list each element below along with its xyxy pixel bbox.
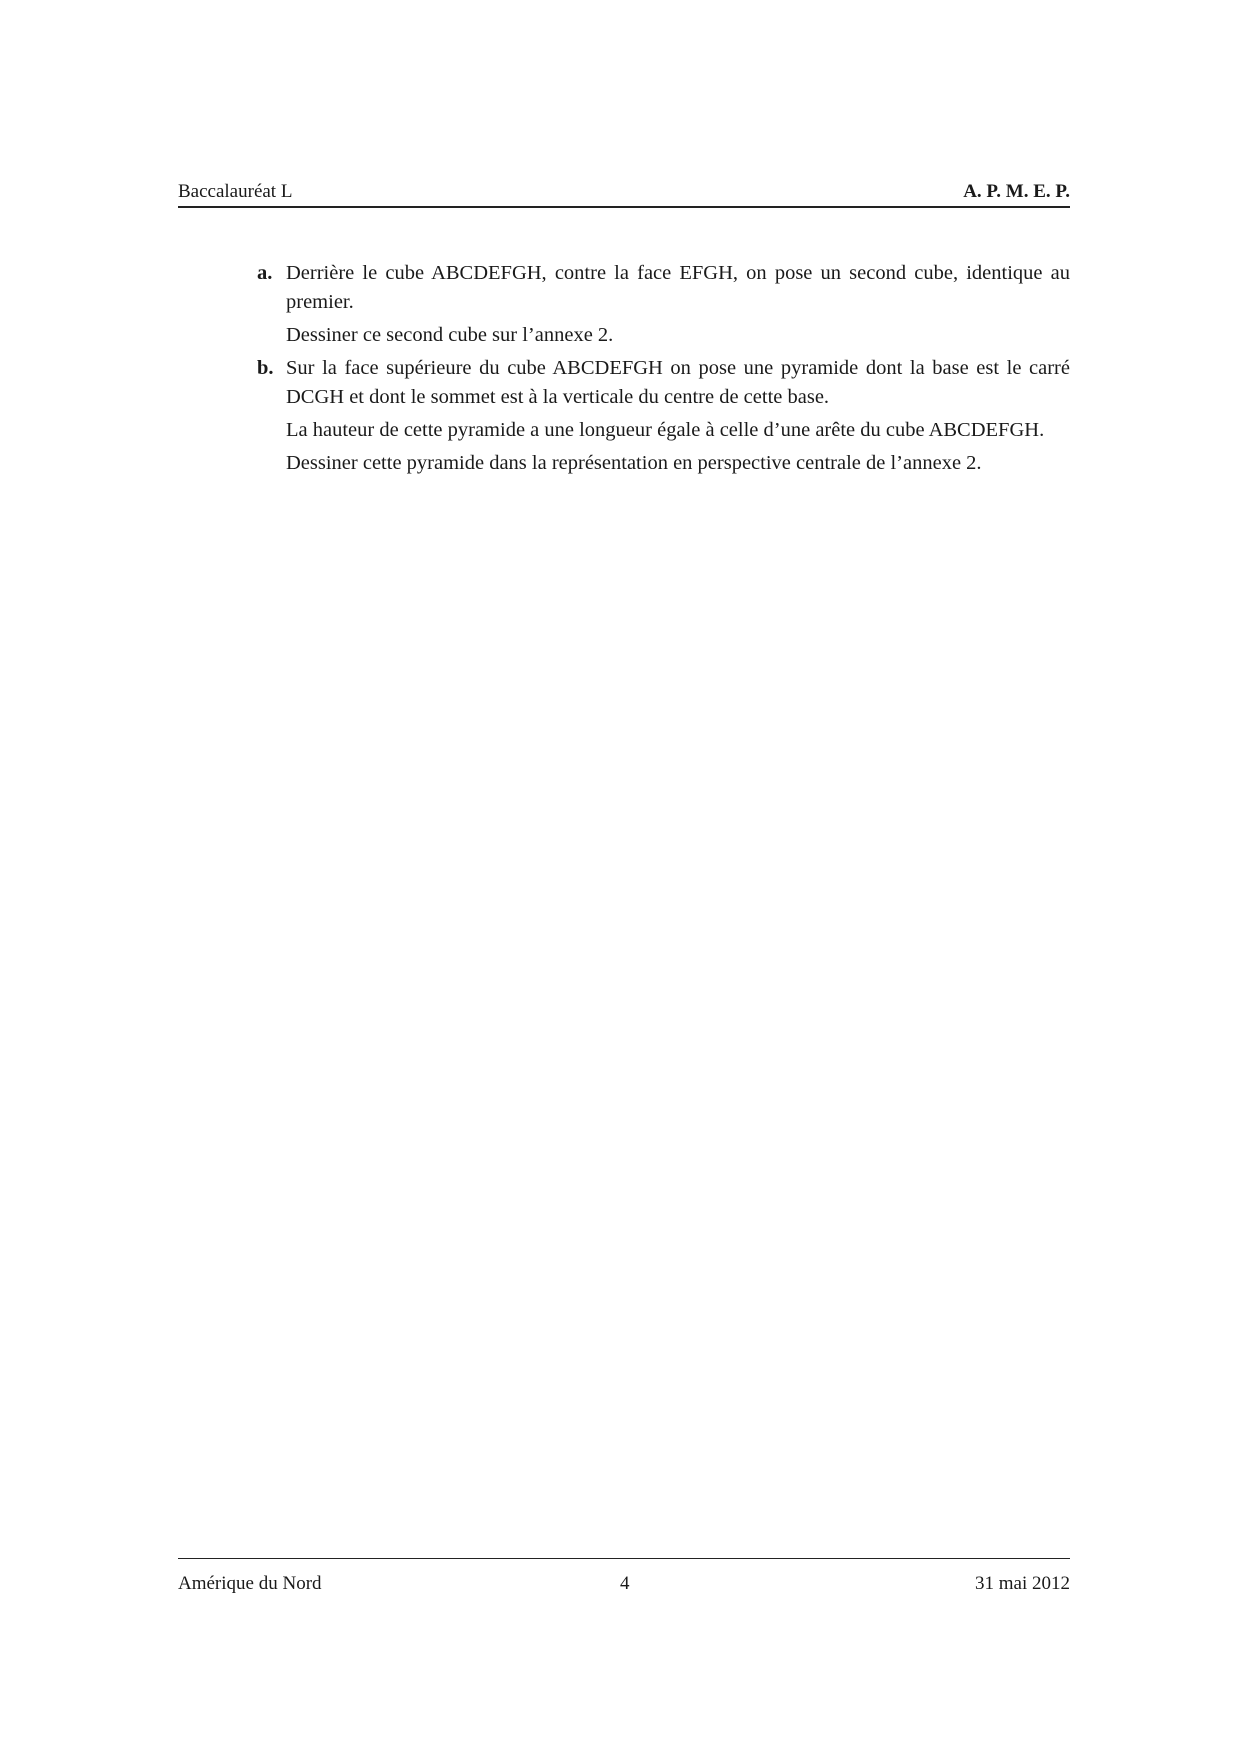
question-text: Derrière le cube ABCDEFGH, contre la face EFGH, on pose un second cube, identique au premier. [286,262,1070,313]
exercise-content [252,259,1070,482]
header-association: A. P. M. E. P. [963,181,1070,202]
question-item-a [252,259,1070,350]
question-text: Dessiner cette pyramide dans la représentation en perspective centrale de l’annexe 2. [286,452,982,474]
header-exam-title: Baccalauréat L [178,181,293,202]
page-number: 4 [620,1573,630,1594]
question-text: Dessiner ce second cube sur l’annexe 2. [286,324,614,346]
question-label: a. [257,262,273,284]
page-footer [178,1558,1070,1594]
footer-location: Amérique du Nord [178,1573,322,1594]
question-label: b. [257,357,274,379]
question-text: La hauteur de cette pyramide a une longueur égale à celle d’une arête du cube ABCDEFGH. [286,419,1045,441]
footer-date: 31 mai 2012 [975,1573,1070,1594]
question-item-b [252,354,1070,478]
question-text: Sur la face supérieure du cube ABCDEFGH on pose une pyramide dont la base est le carré DCGH et dont le sommet est à la verticale du centre de cette base. [286,357,1070,408]
page-header [178,178,1070,208]
